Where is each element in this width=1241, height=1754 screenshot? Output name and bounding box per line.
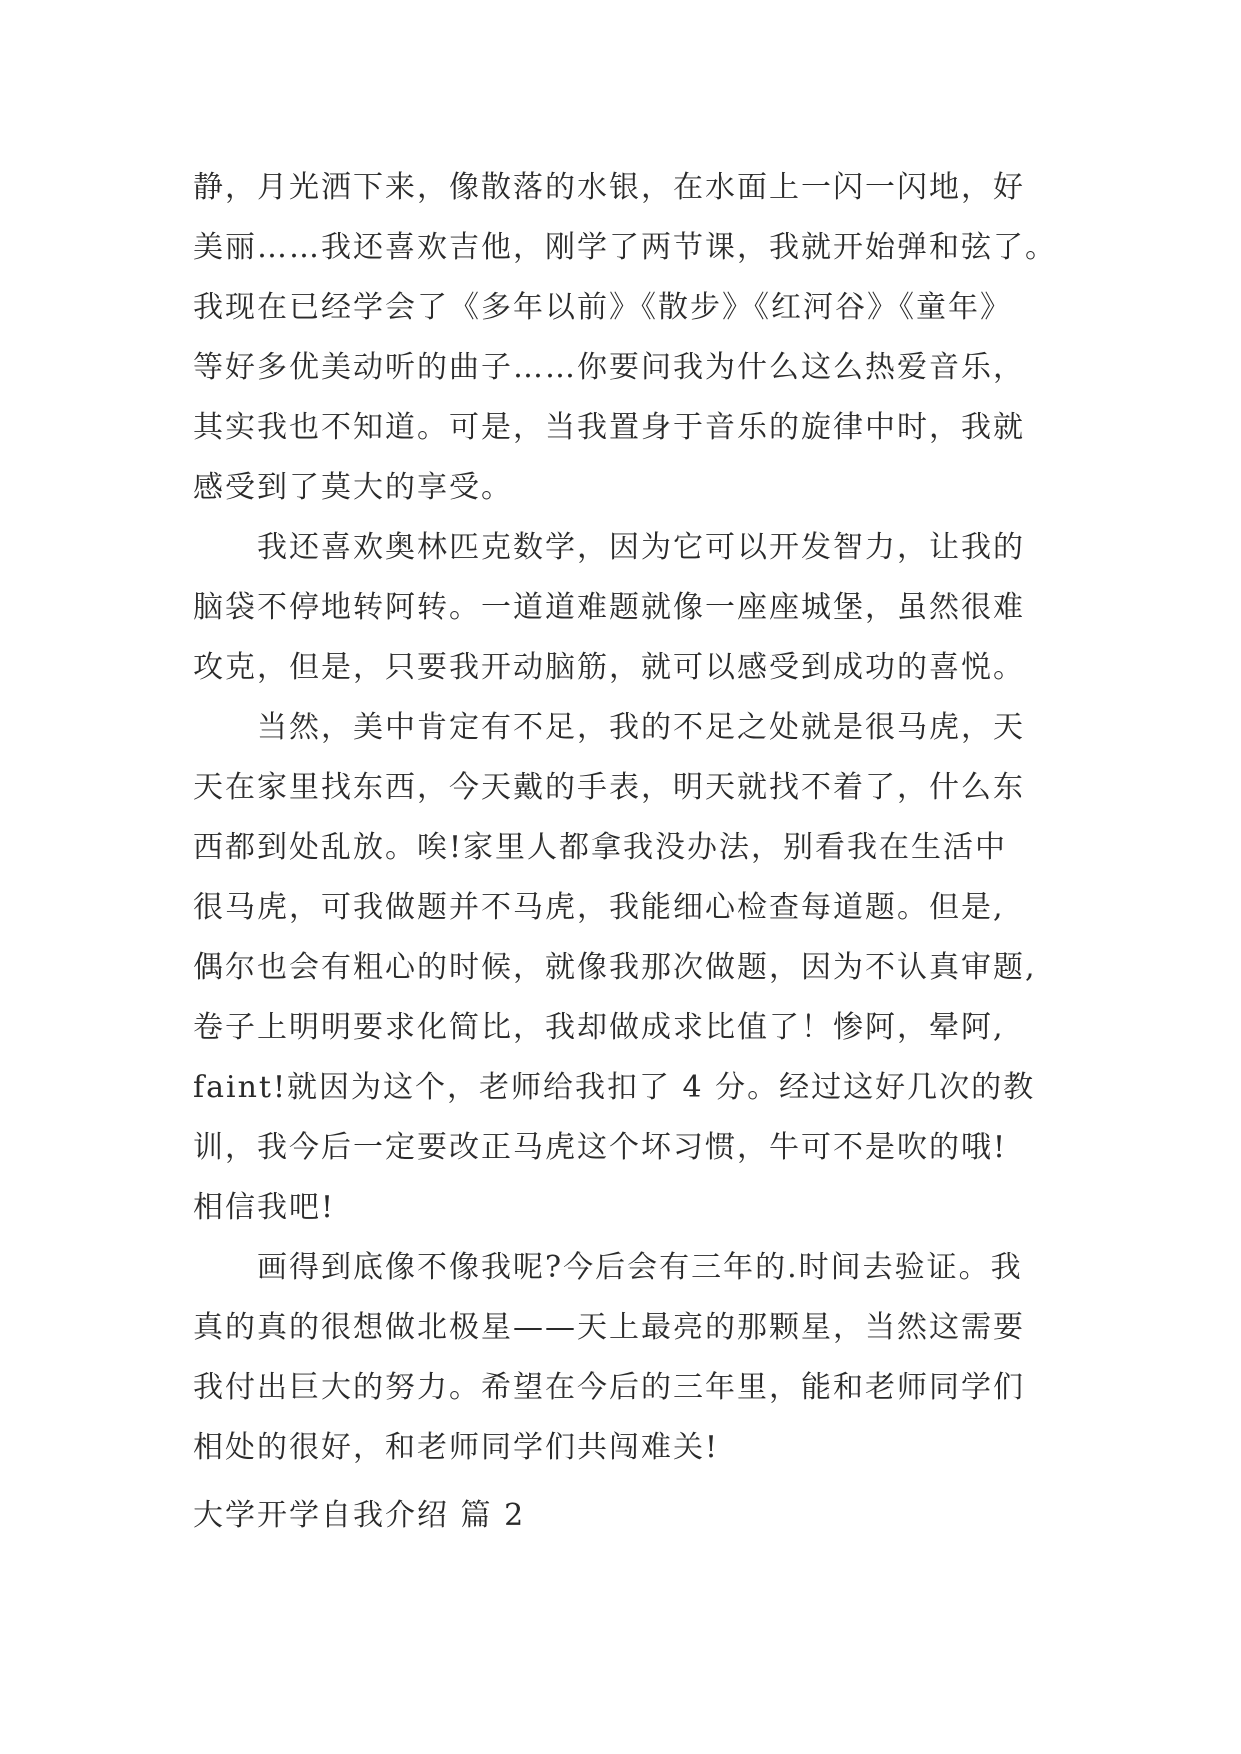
- text-line: 美丽……我还喜欢吉他，刚学了两节课，我就开始弹和弦了。: [193, 230, 1057, 265]
- text-line: 当然，美中肯定有不足，我的不足之处就是很马虎，天: [257, 710, 1025, 745]
- text-line: 很马虎，可我做题并不马虎，我能细心检查每道题。但是,: [193, 890, 1005, 925]
- text-line: 真的真的很想做北极星——天上最亮的那颗星，当然这需要: [193, 1310, 1025, 1345]
- paragraph-music: [193, 158, 1073, 518]
- document-body: [193, 158, 1073, 1478]
- text-line: 相信我吧!: [193, 1190, 336, 1225]
- text-line: faint!就因为这个，老师给我扣了 4 分。经过这好几次的教: [193, 1070, 1036, 1105]
- text-line: 我还喜欢奥林匹克数学，因为它可以开发智力，让我的: [257, 530, 1025, 565]
- text-line: 等好多优美动听的曲子……你要问我为什么这么热爱音乐，: [193, 350, 1025, 385]
- text-line: 偶尔也会有粗心的时候，就像我那次做题，因为不认真审题,: [193, 950, 1037, 985]
- text-line: 西都到处乱放。唉!家里人都拿我没办法，别看我在生活中: [193, 830, 1008, 865]
- section-heading: 大学开学自我介绍 篇 2: [193, 1498, 526, 1533]
- text-line: 其实我也不知道。可是，当我置身于音乐的旋律中时，我就: [193, 410, 1025, 445]
- text-line: 相处的很好，和老师同学们共闯难关!: [193, 1430, 720, 1465]
- paragraph-future: [193, 1238, 1073, 1478]
- text-line: 训，我今后一定要改正马虎这个坏习惯，牛可不是吹的哦!: [193, 1130, 1008, 1165]
- text-line: 画得到底像不像我呢?今后会有三年的.时间去验证。我: [257, 1250, 1023, 1285]
- paragraph-math: [193, 518, 1073, 698]
- text-line: 我现在已经学会了《多年以前》《散步》《红河谷》《童年》: [193, 290, 1012, 325]
- paragraph-weakness: [193, 698, 1073, 1238]
- text-line: 静，月光洒下来，像散落的水银，在水面上一闪一闪地，好: [193, 170, 1025, 205]
- text-line: 卷子上明明要求化简比，我却做成求比值了！惨阿，晕阿,: [193, 1010, 1005, 1045]
- text-line: 天在家里找东西，今天戴的手表，明天就找不着了，什么东: [193, 770, 1025, 805]
- text-line: 脑袋不停地转阿转。一道道难题就像一座座城堡，虽然很难: [193, 590, 1025, 625]
- text-line: 我付出巨大的努力。希望在今后的三年里，能和老师同学们: [193, 1370, 1025, 1405]
- text-line: 攻克，但是，只要我开动脑筋，就可以感受到成功的喜悦。: [193, 650, 1025, 685]
- text-line: 感受到了莫大的享受。: [193, 470, 513, 505]
